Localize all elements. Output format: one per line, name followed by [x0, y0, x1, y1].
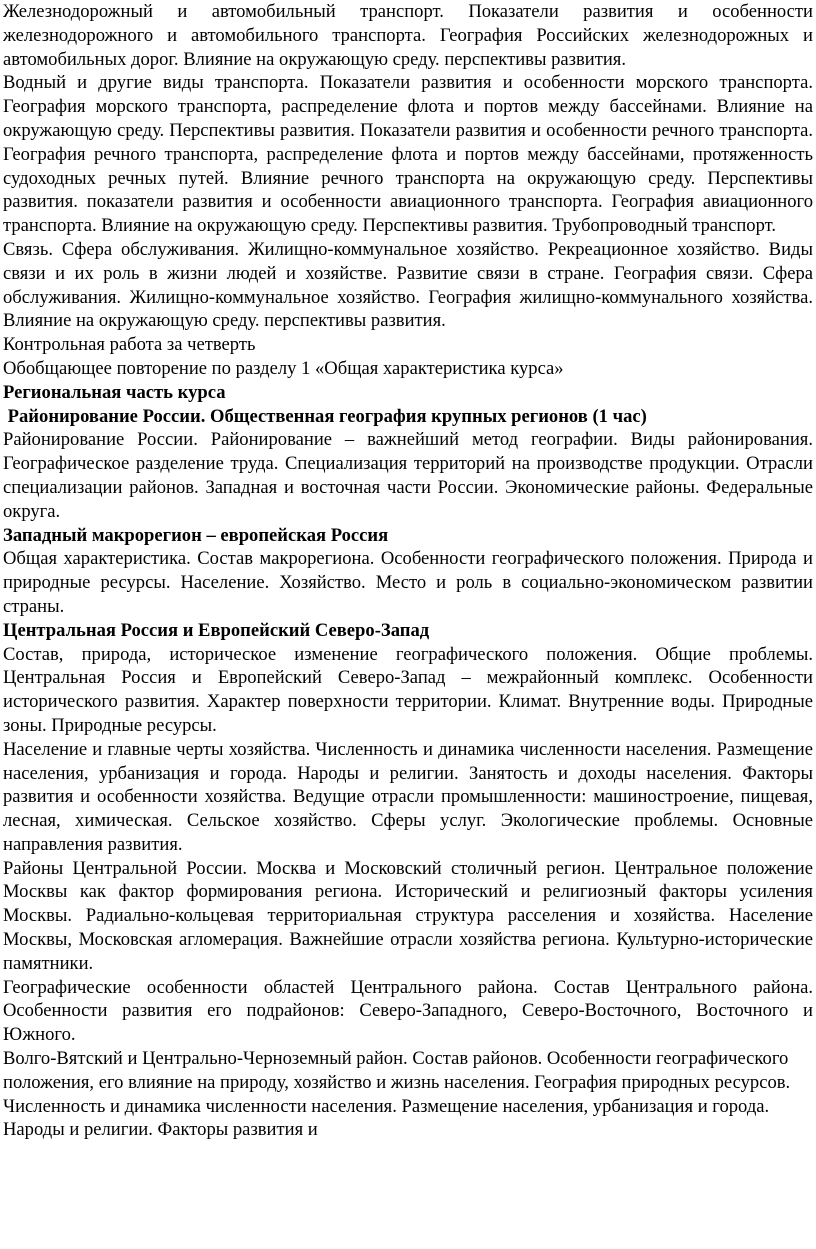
paragraph-communication-services: Связь. Сфера обслуживания. Жилищно-коммунальное хозяйство. Рекреационное хозяйство. Виды связи и их роль в жизни людей и хозяйстве. Развитие связи в стране. География связи. Сфера обслуживания. Жилищно-коммунальное хозяйство. География жилищно-коммунального хозяйства. Влияние на окружающую среду. перспективы развития.: [3, 238, 813, 332]
paragraph-volga-vyatka-chernozem: Волго-Вятский и Центрально-Черноземный район. Состав районов. Особенности географического положения, его влияние на природу, хозяйство и жизнь населения. География природных ресурсов. Численность и динамика численности населения. Размещение населения, урбанизация и города. Народы и религии. Факторы развития и: [3, 1048, 791, 1141]
heading-western-macroregion: Западный макрорегион – европейская Россия: [3, 524, 389, 546]
paragraph-section-review: Обобщающее повторение по разделу 1 «Общая характеристика курса»: [3, 357, 564, 379]
paragraph-general-characteristics: Общая характеристика. Состав макрорегиона. Особенности географического положения. Природа и природные ресурсы. Население. Хозяйство. Место и роль в социально-экономическом развитии страны.: [3, 548, 813, 617]
paragraph-central-district-regions: Географические особенности областей Центрального района. Состав Центрального района. Особенности развития его подрайонов: Северо-Западного, Северо-Восточного, Восточного и Южного.: [3, 976, 813, 1046]
heading-regional-part: Региональная часть курса: [3, 381, 226, 403]
heading-central-russia-northwest: Центральная Россия и Европейский Северо-Запад: [3, 619, 430, 641]
paragraph-zoning: Районирование России. Районирование – важнейший метод географии. Виды районирования. Географическое разделение труда. Специализация территорий на производстве продукции. Отрасли специализации районов. Западная и восточная части России. Экономические районы. Федеральные округа.: [3, 429, 813, 522]
paragraph-quarter-test: Контрольная работа за четверть: [3, 334, 256, 356]
paragraph-composition-nature: Состав, природа, историческое изменение географического положения. Общие проблемы. Центральная Россия и Европейский Северо-Запад – межрайонный комплекс. Особенности исторического развития. Характер поверхности территории. Климат. Внутренние воды. Природные зоны. Природные ресурсы.: [3, 643, 813, 736]
paragraph-water-transport: Водный и другие виды транспорта. Показатели развития и особенности морского транспорта. География морского транспорта, распределение флота и портов между бассейнами. Влияние на окружающую среду. Перспективы развития. Показатели развития и особенности речного транспорта. География речного транспорта, распределение флота и портов между бассейнами, протяженность судоходных речных путей. Влияние речного транспорта на окружающую среду. Перспективы развития. показатели развития и особенности авиационного транспорта. География авиационного транспорта. Влияние на окружающую среду. Перспективы развития. Трубопроводный транспорт.: [3, 72, 813, 237]
paragraph-railway-road-transport: Железнодорожный и автомобильный транспорт. Показатели развития и особенности железнодорожного и автомобильного транспорта. География Российских железнодорожных и автомобильных дорог. Влияние на окружающую среду. перспективы развития.: [3, 1, 813, 70]
paragraph-central-regions-moscow: Районы Центральной России. Москва и Московский столичный регион. Центральное положение Москвы как фактор формирования региона. Исторический и религиозный факторы усиления Москвы. Радиально-кольцевая территориальная структура расселения и хозяйства. Население Москвы, Московская агломерация. Важнейшие отрасли хозяйства региона. Культурно-исторические памятники.: [3, 857, 813, 974]
paragraph-population-economy: Население и главные черты хозяйства. Численность и динамика численности населения. Размещение населения, урбанизация и города. Народы и религии. Занятость и доходы населения. Факторы развития и особенности хозяйства. Ведущие отрасли промышленности: машиностроение, пищевая, лесная, химическая. Сельское хозяйство. Сферы услуг. Экологические проблемы. Основные направления развития.: [3, 738, 813, 855]
heading-zoning-russia: Районирование России. Общественная география крупных регионов (1 час): [3, 405, 647, 427]
